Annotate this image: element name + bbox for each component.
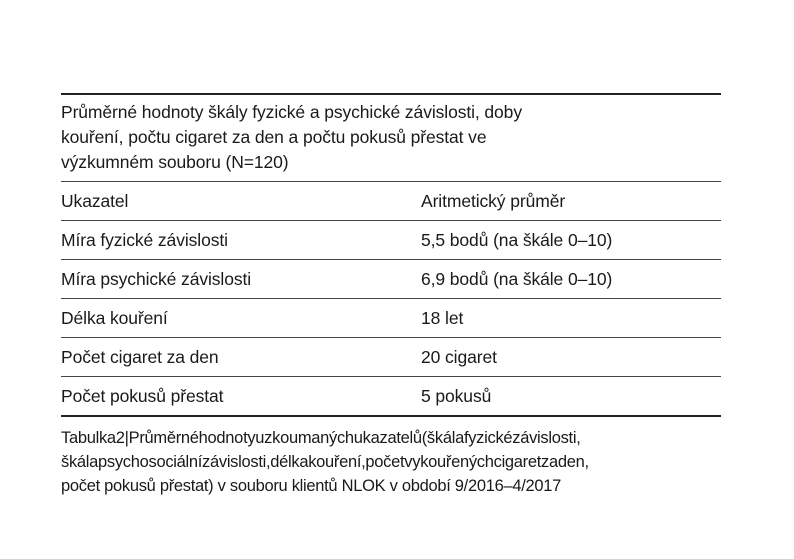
table-row xyxy=(61,299,721,338)
table-row xyxy=(61,338,721,377)
table-caption xyxy=(61,426,721,498)
caption-line: počet pokusů přestat) v souboru klientů NLOK v období 9/2016–4/2017 xyxy=(61,477,561,495)
table-title-line: kouření, počtu cigaret za den a počtu pokusů přestat ve xyxy=(61,127,487,147)
table-title xyxy=(61,95,721,181)
row-value: 6,9 bodů (na škále 0–10) xyxy=(421,260,721,299)
table-row xyxy=(61,377,721,417)
header-indicator: Ukazatel xyxy=(61,182,421,221)
row-label: Délka kouření xyxy=(61,299,421,338)
table-row xyxy=(61,260,721,299)
row-value: 5,5 bodů (na škále 0–10) xyxy=(421,221,721,260)
row-value: 20 cigaret xyxy=(421,338,721,377)
data-table xyxy=(61,182,721,417)
document-table-block xyxy=(61,93,721,498)
table-header-row xyxy=(61,182,721,221)
row-value: 18 let xyxy=(421,299,721,338)
table-row xyxy=(61,221,721,260)
row-value: 5 pokusů xyxy=(421,377,721,417)
caption-line: Tabulka2|Průměrnéhodnotyuzkoumanýchukazatelů(škálafyzickézávislosti, xyxy=(61,429,581,447)
table-title-line: Průměrné hodnoty škály fyzické a psychické závislosti, doby xyxy=(61,102,522,122)
row-label: Míra psychické závislosti xyxy=(61,260,421,299)
row-label: Počet pokusů přestat xyxy=(61,377,421,417)
row-label: Míra fyzické závislosti xyxy=(61,221,421,260)
row-label: Počet cigaret za den xyxy=(61,338,421,377)
caption-line: škálapsychosociálnízávislosti,délkakouření,početvykouřenýchcigaretzaden, xyxy=(61,453,589,471)
table-title-line: výzkumném souboru (N=120) xyxy=(61,152,289,172)
header-mean: Aritmetický průměr xyxy=(421,182,721,221)
